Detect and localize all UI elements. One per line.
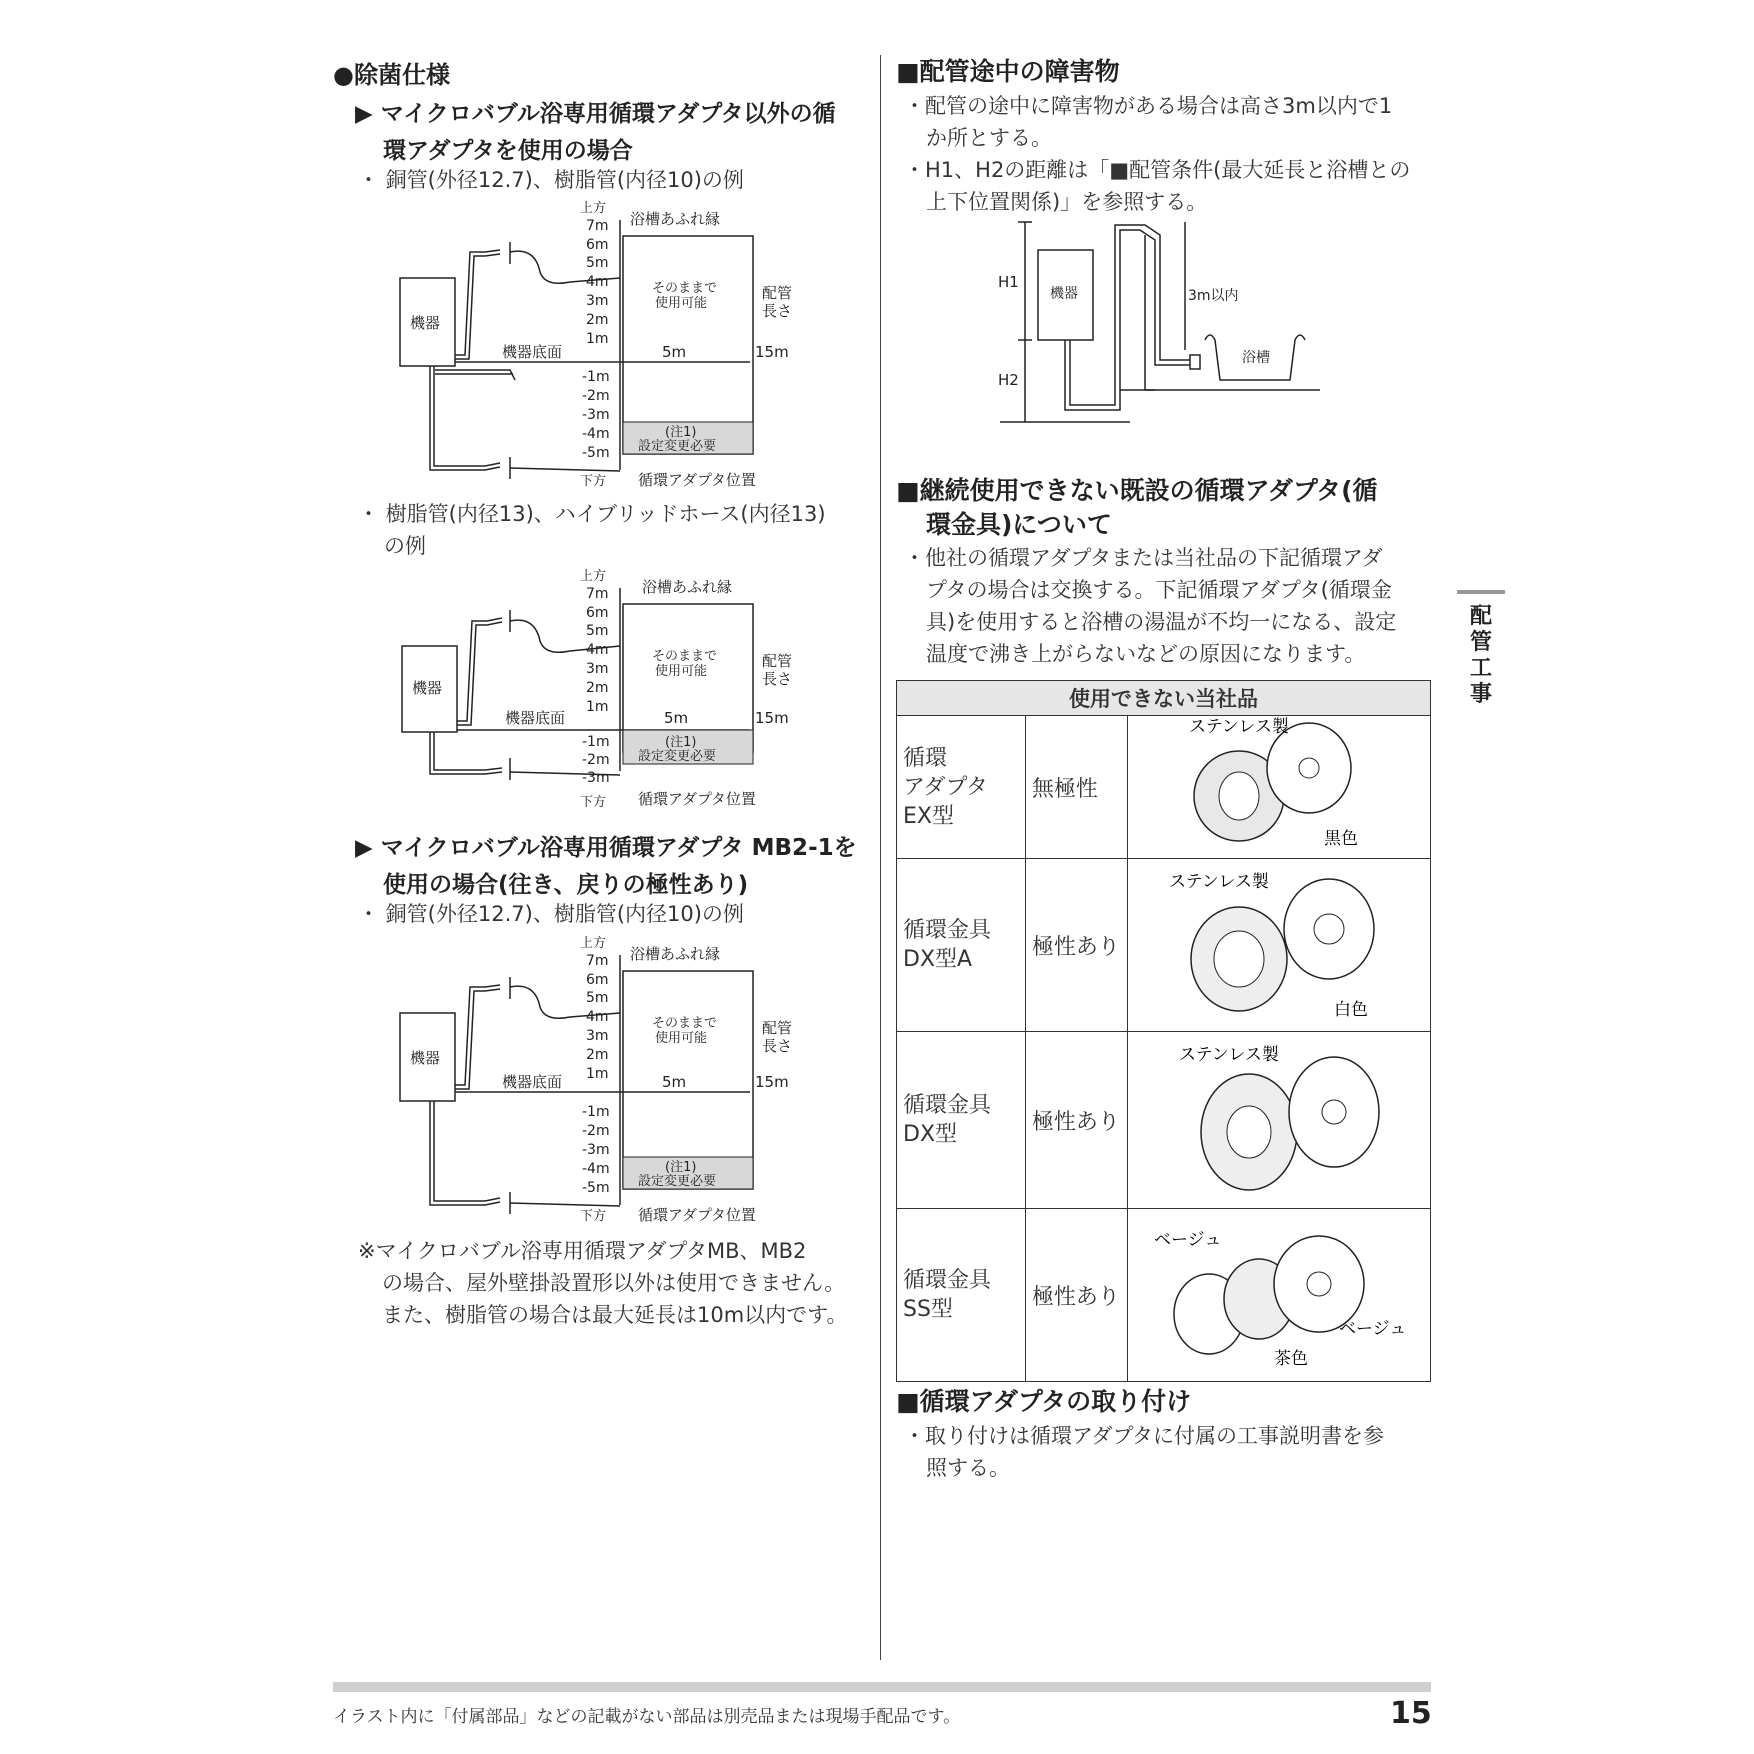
material-label: ステンレス製 (1169, 872, 1269, 892)
example-note: ・ 銅管(外径12.7)、樹脂管(内径10)の例 (358, 168, 744, 192)
text-line: 上下位置関係)」を参照する。 (926, 190, 1208, 214)
level-tick: 4m (586, 1009, 609, 1025)
h1-label: H1 (998, 273, 1019, 291)
example-note-2 (358, 498, 826, 562)
distance-15m: 15m (755, 1073, 789, 1091)
remark-line: の場合、屋外壁掛設置形以外は使用できません。 (382, 1271, 846, 1295)
text-line: ・H1、H2の距離は「■配管条件(最大延長と浴槽との (904, 158, 1411, 182)
usable-label: そのままで (652, 1016, 718, 1031)
name-line: DX型 (903, 1122, 958, 1147)
text-line: プタの場合は交換する。下記循環アダプタ(循環金 (926, 578, 1392, 602)
color-label: 黒色 (1324, 829, 1358, 849)
adapter-position-label: 循環アダプタ位置 (638, 471, 756, 489)
level-tick: 2m (586, 1047, 609, 1063)
section-heading-install-adapter: ■循環アダプタの取り付け (896, 1387, 1192, 1416)
bathtub-label: 浴槽 (1242, 350, 1270, 366)
level-tick: -4m (582, 426, 610, 442)
text-line: ・配管の途中に障害物がある場合は高さ3m以内で1 (904, 94, 1393, 118)
name-line: 循環金具 (903, 1268, 992, 1293)
side-tab-char: 事 (1469, 682, 1492, 707)
level-tick: -4m (582, 1161, 610, 1177)
note-label: (注1) (665, 735, 697, 750)
down-label: 下方 (580, 474, 607, 489)
text-line: 照する。 (926, 1456, 1010, 1480)
dx-adapter-illustration (1134, 1032, 1424, 1202)
level-tick: 3m (586, 661, 609, 677)
part-illustration (1128, 859, 1431, 1032)
unusable-parts-table (896, 680, 1431, 1382)
level-tick: 1m (586, 331, 609, 347)
subheading-mb2-adapter (355, 830, 857, 904)
note-label: 設定変更必要 (638, 1174, 717, 1189)
up-label: 上方 (580, 569, 607, 584)
adapter-position-label: 循環アダプタ位置 (638, 790, 756, 808)
level-tick: 2m (586, 312, 609, 328)
level-tick: -3m (582, 770, 610, 786)
usable-label: 使用可能 (655, 1031, 708, 1046)
level-tick: 5m (586, 255, 609, 271)
name-line: 循環金具 (903, 918, 992, 943)
down-label: 下方 (580, 795, 607, 810)
ex-adapter-illustration (1134, 716, 1424, 852)
piping-diagram-2 (390, 566, 810, 820)
subheading-line: 使用の場合(往き、戻りの極性あり) (383, 872, 749, 898)
level-tick: -3m (582, 407, 610, 423)
up-label: 上方 (580, 201, 607, 216)
part-name (897, 859, 1026, 1032)
color-label: ベージュ (1154, 1230, 1222, 1250)
subheading-line: ▶ マイクロバブル浴専用循環アダプタ以外の循 (355, 101, 836, 127)
remark-note (358, 1235, 848, 1331)
device-label: 機器 (410, 314, 441, 332)
heading-line: 環金具)について (926, 510, 1112, 539)
table-row (897, 1032, 1431, 1209)
level-tick: 3m (586, 293, 609, 309)
note-label: 設定変更必要 (638, 439, 717, 454)
device-label: 機器 (410, 1049, 441, 1067)
table-row (897, 859, 1431, 1032)
usable-label: そのままで (652, 281, 718, 296)
level-tick: 1m (586, 699, 609, 715)
material-label: ステンレス製 (1189, 717, 1289, 737)
device-label: 機器 (1050, 286, 1078, 302)
level-tick: 7m (586, 586, 609, 602)
distance-5m: 5m (662, 343, 687, 361)
down-label: 下方 (580, 1209, 607, 1224)
device-bottom-label: 機器底面 (505, 709, 566, 727)
piping-diagram-svg (390, 935, 810, 1225)
distance-15m: 15m (755, 343, 789, 361)
side-tab-char: 配 (1469, 604, 1492, 629)
device-label: 機器 (412, 679, 443, 697)
subheading-other-adapter (355, 96, 836, 170)
adapter-position-label: 循環アダプタ位置 (638, 1206, 756, 1224)
example-note-3: ・ 銅管(外径12.7)、樹脂管(内径10)の例 (358, 902, 744, 926)
part-name (897, 716, 1026, 859)
pipe-length-label: 長さ (762, 670, 793, 688)
text-line: か所とする。 (926, 126, 1052, 150)
side-tab-char: 管 (1469, 630, 1492, 655)
note-label: 設定変更必要 (638, 749, 717, 764)
section-heading-sterilization: ●除菌仕様 (333, 61, 450, 89)
level-tick: 5m (586, 623, 609, 639)
piping-diagram-1 (390, 200, 810, 494)
remark-line: また、樹脂管の場合は最大延長は10m以内です。 (382, 1303, 848, 1327)
ss-adapter-illustration (1134, 1209, 1424, 1375)
name-line: 循環 (903, 745, 948, 771)
level-tick: -1m (582, 369, 610, 385)
level-tick: 6m (586, 972, 609, 988)
pipe-length-label: 長さ (762, 302, 793, 320)
part-name (897, 1209, 1026, 1382)
obstacle-diagram-svg (990, 210, 1330, 450)
column-divider (880, 55, 881, 1660)
unusable-adapter-text (904, 542, 1396, 670)
polarity: 無極性 (1025, 716, 1127, 859)
color-label: 白色 (1334, 1000, 1368, 1020)
level-tick: -2m (582, 752, 610, 768)
note-line: の例 (384, 534, 426, 558)
name-line: SS型 (903, 1297, 953, 1322)
material-label: ステンレス製 (1179, 1045, 1279, 1065)
note-label: (注1) (665, 1160, 697, 1175)
level-tick: -5m (582, 1180, 610, 1196)
section-heading-unusable-adapter (896, 474, 1378, 542)
obstacle-text (904, 90, 1410, 218)
text-line: ・取り付けは循環アダプタに付属の工事説明書を参 (904, 1424, 1385, 1448)
subheading-line: 環アダプタを使用の場合 (383, 138, 633, 164)
level-tick: 4m (586, 274, 609, 290)
name-line: EX型 (903, 803, 954, 829)
text-line: 温度で沸き上がらないなどの原因になります。 (926, 642, 1366, 666)
usable-label: 使用可能 (655, 664, 708, 679)
device-bottom-label: 機器底面 (502, 343, 563, 361)
distance-5m: 5m (662, 1073, 687, 1091)
pipe-length-label: 長さ (762, 1037, 793, 1055)
level-tick: -1m (582, 734, 610, 750)
level-tick: 5m (586, 990, 609, 1006)
side-tab-piping-work (1457, 590, 1505, 708)
usable-label: 使用可能 (655, 296, 708, 311)
side-tab-char: 工 (1469, 656, 1492, 681)
subheading-line: ▶ マイクロバブル浴専用循環アダプタ MB2-1を (355, 835, 857, 861)
overflow-label: 浴槽あふれ縁 (642, 578, 733, 596)
polarity: 極性あり (1025, 1209, 1127, 1382)
level-tick: 6m (586, 605, 609, 621)
usable-label: そのままで (652, 649, 718, 664)
up-label: 上方 (580, 936, 607, 951)
piping-diagram-svg (390, 200, 810, 490)
level-tick: 3m (586, 1028, 609, 1044)
dx-a-adapter-illustration (1134, 859, 1424, 1025)
level-tick: -2m (582, 388, 610, 404)
remark-line: ※マイクロバブル浴専用循環アダプタMB、MB2 (358, 1239, 807, 1263)
name-line: DX型A (903, 947, 973, 972)
text-line: 具)を使用すると浴槽の湯温が不均一になる、設定 (926, 610, 1397, 634)
note-line: ・ 樹脂管(内径13)、ハイブリッドホース(内径13) (358, 502, 826, 526)
table-row (897, 716, 1431, 859)
table-header: 使用できない当社品 (897, 681, 1431, 716)
footer-note: イラスト内に「付属部品」などの記載がない部品は別売品または現場手配品です。 (333, 1707, 961, 1727)
part-illustration (1128, 1209, 1431, 1382)
name-line: 循環金具 (903, 1093, 992, 1118)
polarity: 極性あり (1025, 1032, 1127, 1209)
part-illustration (1128, 716, 1431, 859)
page-number: 15 (1390, 1696, 1432, 1731)
height-limit-label: 3m以内 (1188, 288, 1239, 304)
part-illustration (1128, 1032, 1431, 1209)
level-tick: -3m (582, 1142, 610, 1158)
obstacle-diagram (990, 210, 1330, 454)
h2-label: H2 (998, 371, 1019, 389)
level-tick: 7m (586, 218, 609, 234)
level-tick: 7m (586, 953, 609, 969)
heading-line: ■継続使用できない既設の循環アダプタ(循 (896, 476, 1378, 505)
section-heading-obstacle: ■配管途中の障害物 (896, 57, 1120, 86)
text-line: ・他社の循環アダプタまたは当社品の下記循環アダ (904, 546, 1383, 570)
level-tick: 1m (586, 1066, 609, 1082)
level-tick: 4m (586, 642, 609, 658)
note-label: (注1) (665, 425, 697, 440)
overflow-label: 浴槽あふれ縁 (630, 945, 721, 963)
pipe-length-label: 配管 (762, 652, 793, 670)
distance-15m: 15m (755, 709, 789, 727)
piping-diagram-svg (390, 566, 810, 816)
level-tick: 2m (586, 680, 609, 696)
color-label: ベージュ (1339, 1319, 1407, 1339)
level-tick: 6m (586, 237, 609, 253)
level-tick: -5m (582, 445, 610, 461)
piping-diagram-3 (390, 935, 810, 1229)
install-adapter-text (904, 1420, 1384, 1484)
overflow-label: 浴槽あふれ縁 (630, 210, 721, 228)
polarity: 極性あり (1025, 859, 1127, 1032)
pipe-length-label: 配管 (762, 284, 793, 302)
level-tick: -2m (582, 1123, 610, 1139)
color-label: 茶色 (1274, 1349, 1308, 1369)
part-name (897, 1032, 1026, 1209)
level-tick: -1m (582, 1104, 610, 1120)
footer-bar (333, 1682, 1431, 1692)
pipe-length-label: 配管 (762, 1019, 793, 1037)
distance-5m: 5m (664, 709, 689, 727)
table-row (897, 1209, 1431, 1382)
device-bottom-label: 機器底面 (502, 1073, 563, 1091)
name-line: アダプタ (903, 774, 988, 800)
